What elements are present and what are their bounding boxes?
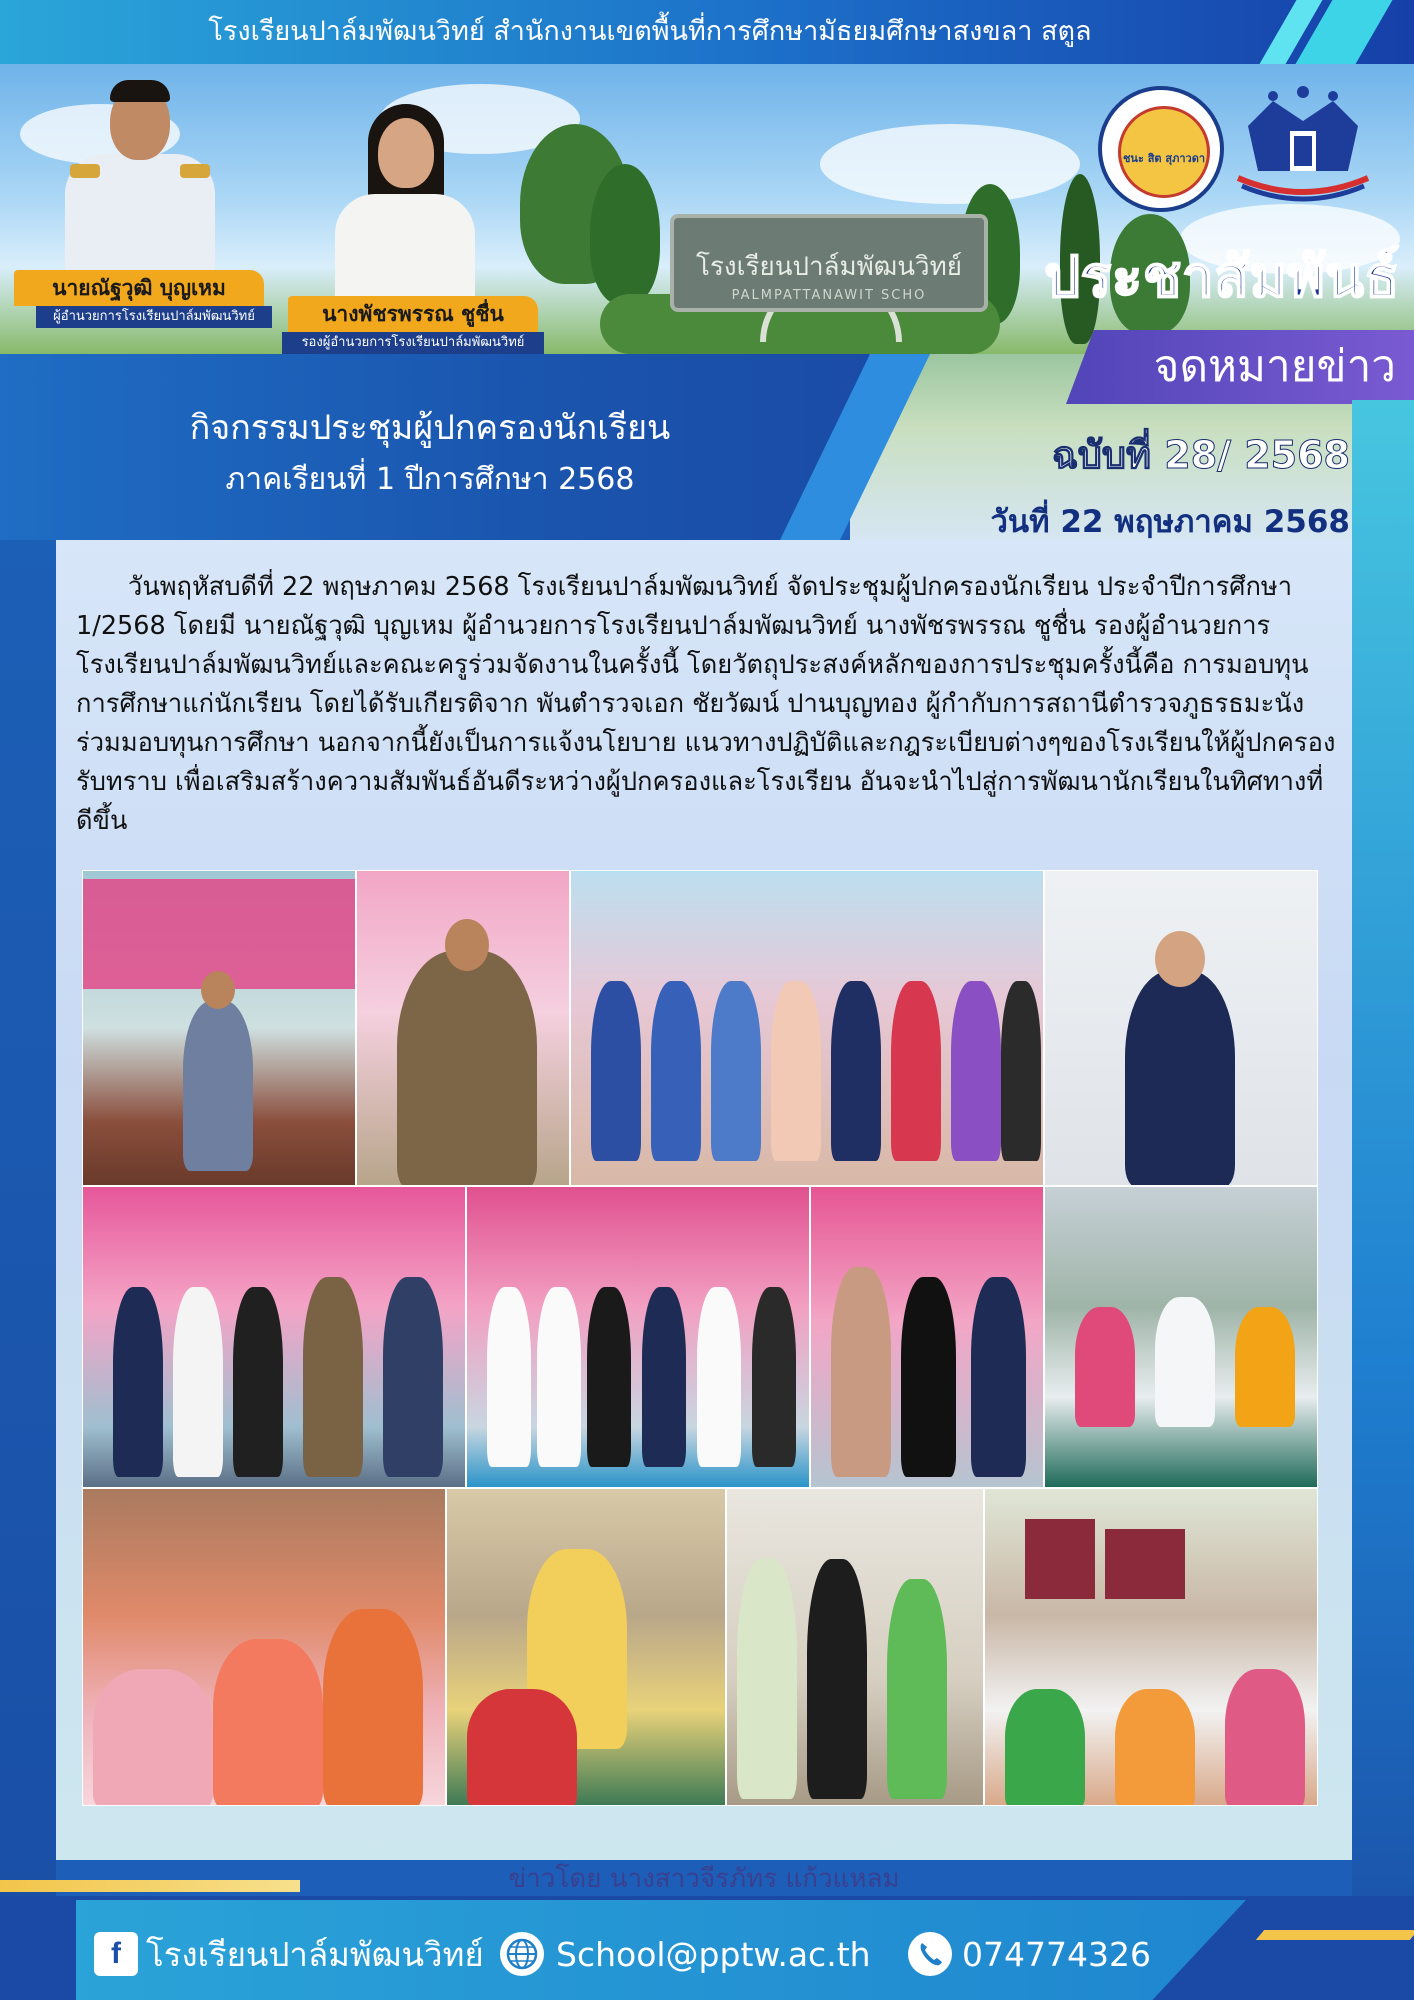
photo-teacher-standing (1044, 870, 1318, 1186)
pr-title: ประชาสัมพันธ์ (1044, 245, 1400, 310)
phone-icon[interactable] (906, 1930, 954, 1978)
decorative-stripe (0, 1880, 300, 1892)
photo-police-speech (356, 870, 570, 1186)
school-office-title: โรงเรียนปาล์มพัฒนวิทย์ สำนักงานเขตพื้นที่การศึกษามัธยมศึกษาสงขลา สตูล (208, 16, 1092, 47)
deputy-name: นางพัชรพรรณ ชูชื่น (288, 296, 538, 332)
byline: ข่าวโดย นางสาวจีรภัทร แก้วแหลม (508, 1864, 900, 1894)
article-body (76, 568, 1338, 841)
photo-group-teachers (570, 870, 1044, 1186)
photo-scholarship-3 (810, 1186, 1044, 1488)
frame-left (0, 540, 56, 2000)
director-portrait (60, 74, 220, 284)
photo-parents-meeting (984, 1488, 1318, 1806)
event-subtitle: ภาคเรียนที่ 1 ปีการศึกษา 2568 (225, 462, 635, 497)
school-sign: โรงเรียนปาล์มพัฒนวิทย์ PALMPATTANAWIT SCHO (670, 214, 988, 312)
photo-scholarship-1 (82, 1186, 466, 1488)
phone-number[interactable]: 074774326 (962, 1935, 1151, 1974)
photo-parents-seated (82, 1488, 446, 1806)
facebook-link[interactable]: โรงเรียนปาล์มพัฒนวิทย์ (146, 1935, 484, 1974)
decorative-stripe (1256, 1930, 1414, 1940)
photo-director-speech (82, 870, 356, 1186)
issue-number: ฉบับที่ 28/ 2568 (1051, 433, 1350, 477)
facebook-icon[interactable]: f (94, 1932, 138, 1976)
photo-scholarship-2 (466, 1186, 810, 1488)
globe-icon[interactable] (498, 1930, 546, 1978)
deputy-title: รองผู้อำนวยการโรงเรียนปาล์มพัฒนวิทย์ (282, 332, 544, 354)
photo-parent-signing (446, 1488, 726, 1806)
director-name: นายณัฐวุฒิ บุญเหม (14, 270, 264, 306)
photo-registration-table (1044, 1186, 1318, 1488)
photo-students-greeting (726, 1488, 984, 1806)
email-link[interactable]: School@pptw.ac.th (556, 1935, 871, 1974)
school-crown-logo (1228, 86, 1378, 206)
director-title: ผู้อำนวยการโรงเรียนปาล์มพัฒนวิทย์ (36, 306, 272, 328)
frame-right (1352, 400, 1414, 2000)
school-emblem-logo: ชนะ สิต สุภาวดา (1098, 86, 1224, 212)
issue-date: วันที่ 22 พฤษภาคม 2568 (990, 504, 1350, 540)
event-title: กิจกรรมประชุมผู้ปกครองนักเรียน (189, 408, 671, 448)
deputy-director-portrait (330, 104, 480, 304)
newsletter-label: จดหมายข่าว (1153, 341, 1396, 392)
article-paragraph: วันพฤหัสบดีที่ 22 พฤษภาคม 2568 โรงเรียนปาล์มพัฒนวิทย์ จัดประชุมผู้ปกครองนักเรียน ประจำปีการศึกษา 1/2568 โดยมี นายณัฐวุฒิ บุญเหม ผู้อำนวยการโรงเรียนปาล์มพัฒนวิทย์ นางพัชรพรรณ ชูชื่น รองผู้อำนวยการโรงเรียนปาล์มพัฒนวิทย์และคณะครูร่วมจัดงานในครั้งนี้ โดยวัตถุประสงค์หลักของการประชุมครั้งนี้คือ การมอบทุนการศึกษาแก่นักเรียน โดยได้รับเกียรติจาก พันตำรวจเอก ชัยวัฒน์ ปานบุญทอง ผู้กำกับการสถานีตำรวจภูธรธมะนัง ร่วมมอบทุนการศึกษา นอกจากนี้ยังเป็นการแจ้งนโยบาย แนวทางปฏิบัติและกฎระเบียบต่างๆของโรงเรียนให้ผู้ปกครองรับทราบ เพื่อเสริมสร้างความสัมพันธ์อันดีระหว่างผู้ปกครองและโรงเรียน อันจะนำไปสู่การพัฒนานักเรียนในทิศทางที่ดีขึ้น (76, 572, 1336, 836)
